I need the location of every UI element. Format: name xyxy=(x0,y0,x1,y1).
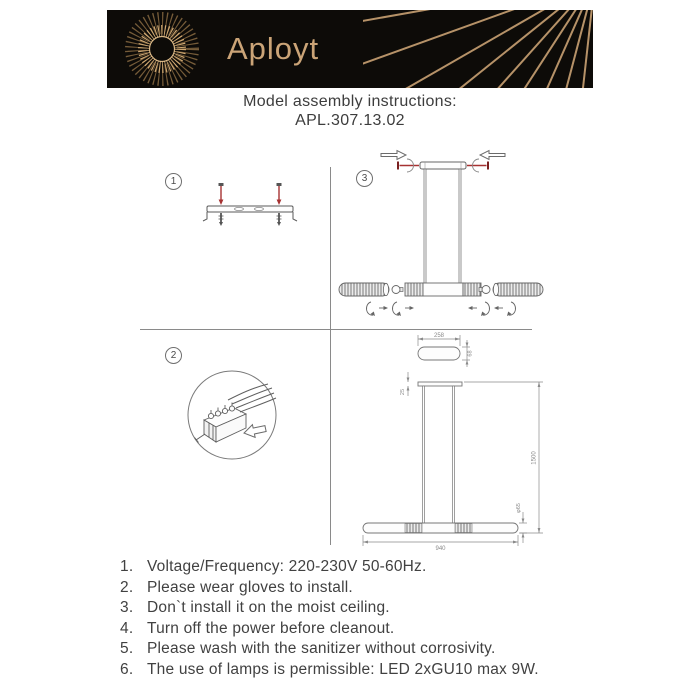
list-item xyxy=(120,639,600,660)
bulb-left xyxy=(392,286,403,294)
push-arrow-left xyxy=(381,151,406,160)
canopy-screw-right xyxy=(467,159,488,172)
dim-bar-length: 940 xyxy=(435,546,446,552)
item-text: Please wear gloves to install. xyxy=(147,578,353,596)
list-item xyxy=(120,598,600,619)
sunburst-logo-icon xyxy=(119,10,205,88)
brand-banner xyxy=(107,10,593,88)
dim-drop-height: 1500 xyxy=(531,451,538,465)
dim-canopy-width: 258 xyxy=(433,333,445,339)
bar-ribbed-right xyxy=(463,283,481,296)
item-text: Don`t install it on the moist ceiling. xyxy=(147,599,390,617)
suspension-rod-right xyxy=(459,169,461,283)
suspension-rod-left xyxy=(424,169,426,283)
canopy-front-view xyxy=(418,382,462,386)
item-number: 1. xyxy=(120,558,134,575)
item-text: Voltage/Frequency: 220-230V 50-60Hz. xyxy=(147,558,427,575)
rotate-arrows xyxy=(366,302,515,316)
dim-canopy-depth: 68 xyxy=(467,350,474,357)
item-number: 4. xyxy=(120,619,134,637)
document-title xyxy=(0,92,700,130)
shade-left xyxy=(339,283,389,296)
ceiling-canopy xyxy=(420,162,466,169)
step-2-number: 2 xyxy=(170,350,177,361)
dimension-drawing xyxy=(355,330,555,558)
item-number: 5. xyxy=(120,640,134,658)
item-text: Turn off the power before cleanout. xyxy=(147,619,395,637)
dim-canopy-height: 25 xyxy=(400,388,406,396)
item-number: 2. xyxy=(120,578,134,596)
item-text: The use of lamps is permissible: LED 2xGU10 max 9W. xyxy=(147,660,539,678)
canopy-top-view xyxy=(418,347,460,360)
canopy-screw-left xyxy=(398,159,419,172)
mounting-bracket xyxy=(207,206,293,212)
push-arrow-right xyxy=(480,151,505,160)
item-number: 3. xyxy=(120,599,134,617)
screw-right xyxy=(277,183,282,226)
brand-name: Aployt xyxy=(227,31,320,66)
step-3-number: 3 xyxy=(361,173,368,184)
step1-bracket-drawing xyxy=(195,180,305,235)
step-1-badge xyxy=(165,173,182,190)
instruction-list xyxy=(120,557,600,681)
vertical-divider xyxy=(330,167,331,545)
step-1-number: 1 xyxy=(170,176,177,187)
bar-center xyxy=(423,283,463,296)
item-text: Please wash with the sanitizer without corrosivity. xyxy=(147,640,496,658)
title-line2-model-number: APL.307.13.02 xyxy=(295,112,405,129)
list-item xyxy=(120,660,600,681)
dim-bar-diameter: φ65 xyxy=(516,503,522,513)
shade-right xyxy=(493,283,543,296)
list-item xyxy=(120,619,600,640)
list-item xyxy=(120,557,600,578)
corner-rays-decoration xyxy=(363,10,593,88)
screw-left xyxy=(219,183,224,226)
step3-assembly-drawing xyxy=(335,145,547,320)
rod-right-front-view xyxy=(453,386,455,523)
bar-ribbed-left xyxy=(405,283,423,296)
rod-left-front-view xyxy=(423,386,425,523)
item-number: 6. xyxy=(120,660,134,678)
lamp-bar-front-view xyxy=(363,523,518,533)
step2-wiring-detail-drawing xyxy=(180,360,290,470)
list-item xyxy=(120,578,600,599)
title-line1: Model assembly instructions: xyxy=(243,93,457,110)
